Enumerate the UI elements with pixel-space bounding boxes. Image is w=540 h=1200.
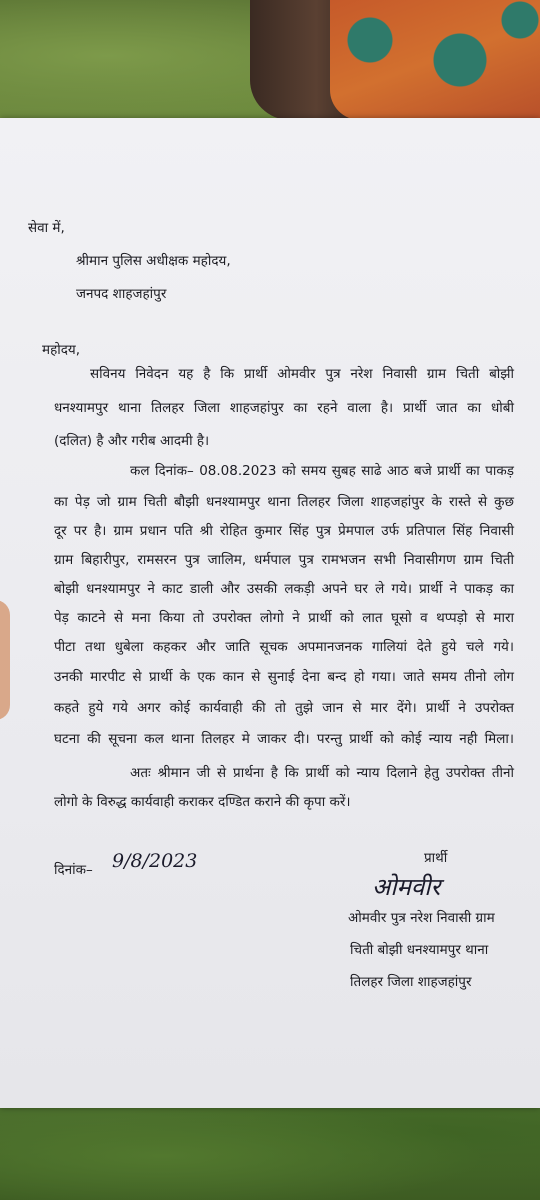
- sender-line: ओमवीर पुत्र नरेश निवासी ग्राम: [348, 910, 495, 926]
- body-line: लोगो के विरुद्ध कार्यवाही कराकर दण्डित कराने की कृपा करें।: [54, 794, 351, 810]
- body-line: (दलित) है और गरीब आदमी है।: [54, 433, 210, 449]
- body-line: बोझी धनश्यामपुर ने काट डाली और उसकी लकड़ी अपने घर ले गये। प्रार्थी ने पाकड़ का: [54, 581, 514, 597]
- letter-paper: [0, 118, 540, 1108]
- body-line: धनश्यामपुर थाना तिलहर जिला शाहजहांपुर का रहने वाला है। प्रार्थी जात का धोबी: [54, 400, 514, 416]
- date-handwritten: 9/8/2023: [112, 850, 198, 872]
- body-line: उनकी मारपीट से प्रार्थी के एक कान से सुनाई देना बन्द हो गया। जाते समय तीनो लोग: [54, 669, 514, 685]
- body-line: सविनय निवेदन यह है कि प्रार्थी ओमवीर पुत्र नरेश निवासी ग्राम चिती बोझी: [90, 366, 514, 382]
- salutation-to: सेवा में,: [28, 220, 65, 236]
- body-line: घटना की सूचना कल थाना तिलहर मे जाकर दी। परन्तु प्रार्थी को कोई न्याय नही मिला।: [54, 731, 514, 747]
- body-line: का पेड़ जो ग्राम चिती बौझी धनश्यामपुर थाना तिलहर जिला शाहजहांपुर के रास्ते से कुछ: [54, 494, 514, 510]
- background-finger: [0, 600, 10, 720]
- signature-label: प्रार्थी: [424, 850, 448, 866]
- background-cloth: [330, 0, 540, 120]
- district-line: जनपद शाहजहांपुर: [76, 286, 167, 302]
- sender-line: तिलहर जिला शाहजहांपुर: [350, 974, 472, 990]
- body-line: कहते हुये गये अगर कोई कार्यवाही की तो तुझे जान से मार देंगे। प्रार्थी ने उपरोक्त: [54, 700, 514, 716]
- body-line: पीटा तथा धुबेला कहकर और जाति सूचक अपमानजनक गालियां देते हुये चले गये।: [54, 639, 514, 655]
- date-label: दिनांक–: [54, 862, 93, 878]
- body-line: कल दिनांक– 08.08.2023 को समय सुबह साढे आठ बजे प्रार्थी का पाकड़: [130, 463, 514, 479]
- body-line: पेड़ काटने से मना किया तो उपरोक्त लोगो ने प्रार्थी को लात घूसो व थप्पड़ो से मारा: [54, 610, 514, 626]
- greeting: महोदय,: [42, 342, 81, 358]
- body-line: ग्राम बिहारीपुर, रामसरन पुत्र जालिम, धर्मपाल पुत्र रामभजन सभी निवासीगण ग्राम चिती: [54, 552, 514, 568]
- signature-handwritten: ओमवीर: [372, 873, 441, 901]
- body-line: दूर पर है। ग्राम प्रधान पति श्री रोहित कुमार सिंह पुत्र प्रेमपाल उर्फ प्रतिपाल सिंह निवासी: [54, 523, 514, 539]
- recipient-line: श्रीमान पुलिस अधीक्षक महोदय,: [76, 253, 231, 269]
- sender-line: चिती बोझी धनश्यामपुर थाना: [350, 942, 489, 958]
- body-line: अतः श्रीमान जी से प्रार्थना है कि प्रार्थी को न्याय दिलाने हेतु उपरोक्त तीनो: [130, 765, 514, 781]
